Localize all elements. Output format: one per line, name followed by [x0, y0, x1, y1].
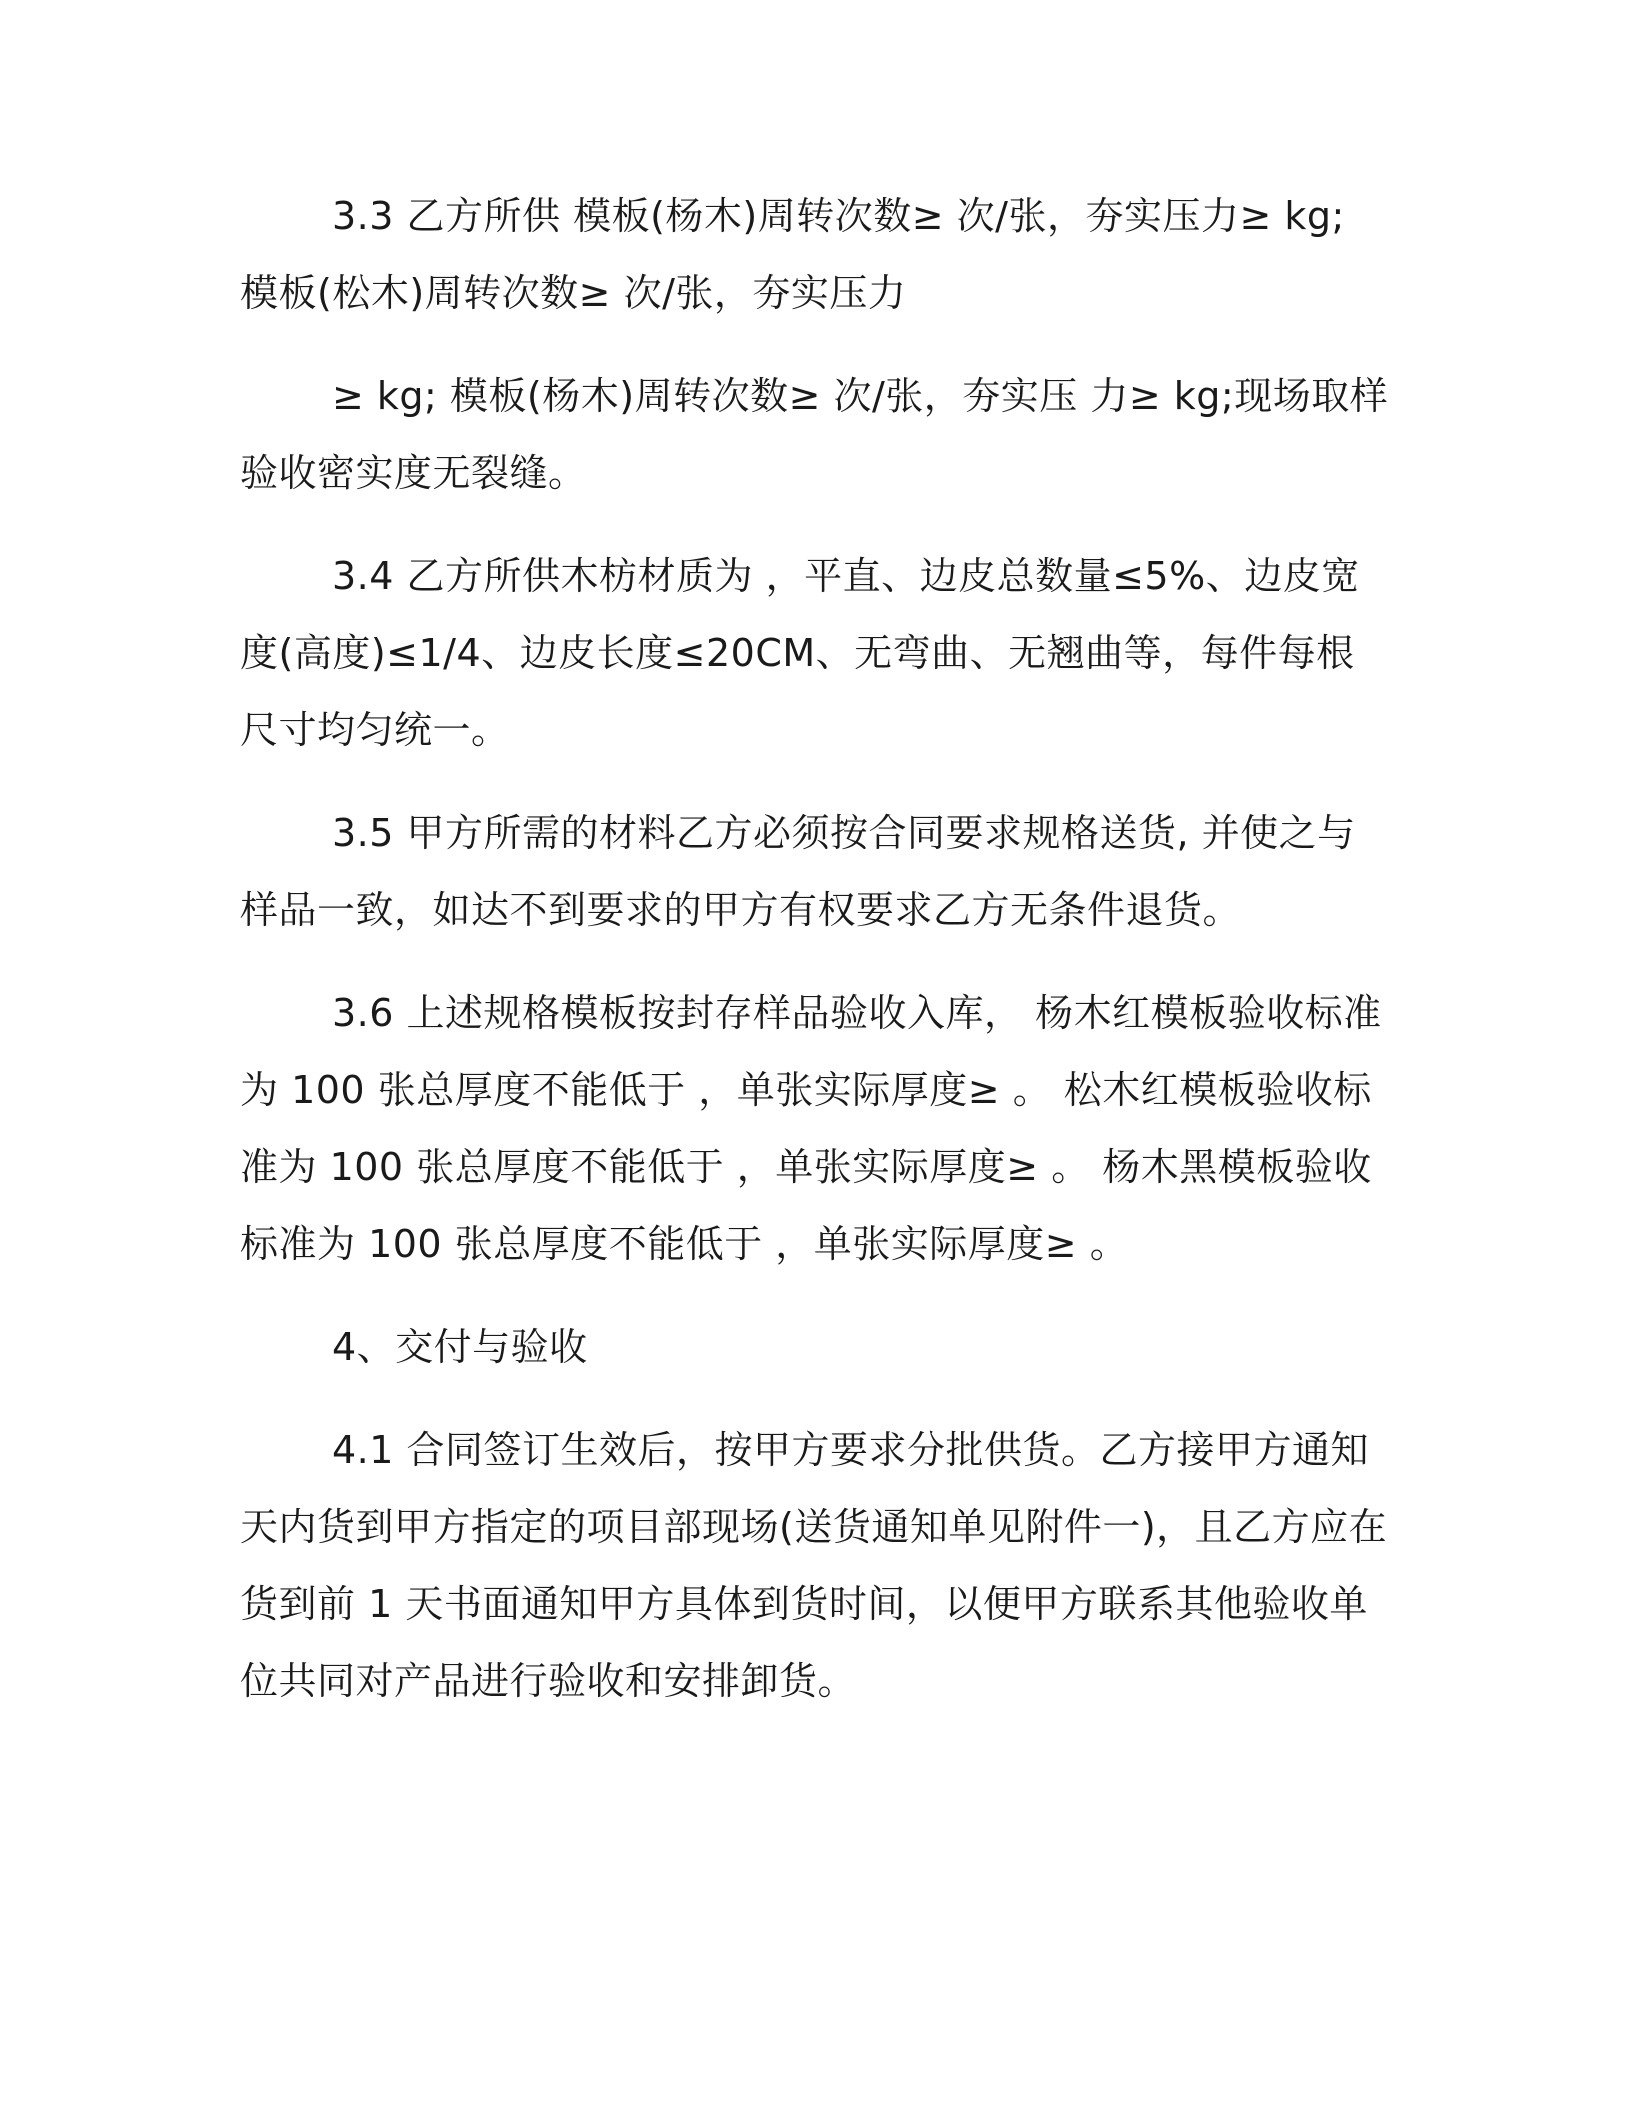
paragraph-3-4: 3.4 乙方所供木枋材质为 ，平直、边皮总数量≤5%、边皮宽度(高度)≤1/4、边皮长度≤20CM、无弯曲、无翘曲等，每件每根尺寸均匀统一。: [240, 554, 1360, 752]
section-heading-4: 4、交付与验收: [332, 1325, 588, 1369]
paragraph-3-3: 3.3 乙方所供 模板(杨木)周转次数≥ 次/张，夯实压力≥ kg; 模板(松木)周转次数≥ 次/张，夯实压力: [240, 194, 1345, 315]
paragraph-3-3-continued: ≥ kg; 模板(杨木)周转次数≥ 次/张，夯实压 力≥ kg;现场取样验收密实度无裂缝。: [240, 374, 1389, 495]
paragraph-4-1: 4.1 合同签订生效后，按甲方要求分批供货。乙方接甲方通知 天内货到甲方指定的项目部现场(送货通知单见附件一)，且乙方应在货到前 1 天书面通知甲方具体到货时间，以便甲方联系其他验收单位共同对产品进行验收和安排卸货。: [240, 1428, 1388, 1703]
paragraph-3-6: 3.6 上述规格模板按封存样品验收入库， 杨木红模板验收标准为 100 张总厚度不能低于 ，单张实际厚度≥ 。 松木红模板验收标准为 100 张总厚度不能低于 ，单张实际厚度≥ 。 杨木黑模板验收标准为 100 张总厚度不能低于 ，单张实际厚度≥ 。: [240, 991, 1382, 1266]
document-body: [240, 178, 1390, 1746]
paragraph-3-5: 3.5 甲方所需的材料乙方必须按合同要求规格送货, 并使之与样品一致，如达不到要求的甲方有权要求乙方无条件退货。: [240, 811, 1356, 932]
